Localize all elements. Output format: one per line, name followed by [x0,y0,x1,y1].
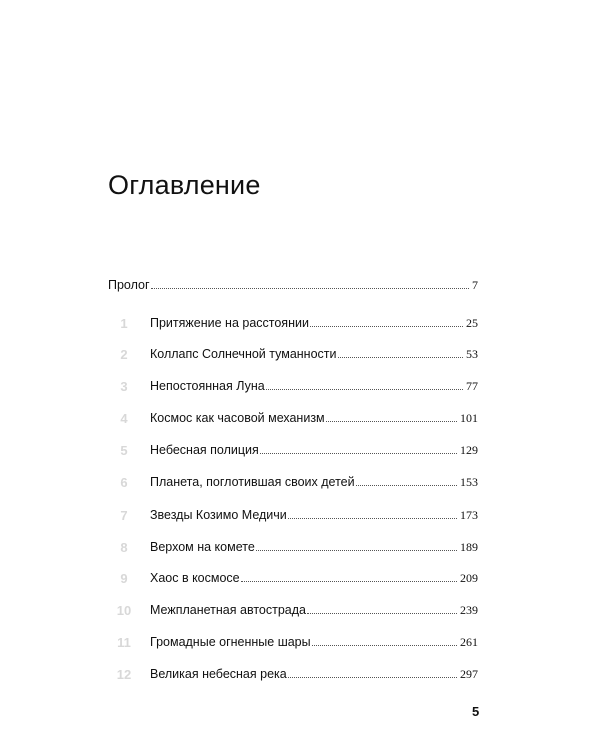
chapter-number: 7 [120,508,128,523]
toc-entry-title: Звезды Козимо Медичи [150,508,287,522]
chapter-number: 12 [116,667,132,682]
toc-entry-page: 129 [460,443,478,457]
toc-entry-prolog[interactable] [108,278,478,298]
chapter-number: 6 [120,475,128,490]
toc-entry-title: Громадные огненные шары [150,635,311,649]
toc-entry[interactable] [108,411,478,431]
toc-entry-page: 189 [460,540,478,554]
toc-entry[interactable] [108,316,478,336]
toc-entry-page: 25 [466,316,478,330]
chapter-number: 2 [120,347,128,362]
toc-entry-page: 297 [460,667,478,681]
toc-entry[interactable] [108,603,478,623]
leader-dots [338,356,464,358]
toc-entry-page: 53 [466,347,478,361]
toc-entry-page: 209 [460,571,478,585]
toc-entry-title: Межпланетная автострада [150,603,306,617]
chapter-number: 1 [120,316,128,331]
page-title: Оглавление [108,170,261,200]
toc-entry-page: 261 [460,635,478,649]
toc-entry-page: 101 [460,411,478,425]
toc-entry[interactable] [108,379,478,399]
chapter-number: 9 [120,571,128,586]
toc-entry-title: Хаос в космосе [150,571,240,585]
chapter-number: 3 [120,379,128,394]
leader-dots [288,517,457,519]
leader-dots [288,676,457,678]
toc-entry[interactable] [108,508,478,528]
toc-entry-title: Непостоянная Луна [150,379,265,393]
table-of-contents [108,0,478,750]
toc-entry-title: Верхом на комете [150,540,255,554]
leader-dots [241,580,457,582]
leader-dots [151,287,469,289]
toc-entry[interactable] [108,475,478,495]
leader-dots [310,325,463,327]
leader-dots [356,484,457,486]
toc-entry-page: 239 [460,603,478,617]
toc-entry[interactable] [108,347,478,367]
page-number: 5 [472,704,480,719]
toc-entry[interactable] [108,571,478,591]
chapter-number: 10 [116,603,132,618]
toc-entry-title: Великая небесная река [150,667,287,681]
toc-entry-page: 7 [472,278,478,292]
leader-dots [326,420,457,422]
leader-dots [260,452,457,454]
toc-entry[interactable] [108,540,478,560]
toc-entry[interactable] [108,635,478,655]
toc-entry-page: 77 [466,379,478,393]
toc-entry-title: Коллапс Солнечной туманности [150,347,337,361]
toc-entry-page: 173 [460,508,478,522]
toc-entry-page: 153 [460,475,478,489]
leader-dots [307,612,457,614]
toc-entry-title: Космос как часовой механизм [150,411,325,425]
toc-entry[interactable] [108,443,478,463]
leader-dots [312,644,457,646]
leader-dots [266,388,463,390]
chapter-number: 8 [120,540,128,555]
toc-entry-title: Пролог [108,278,150,292]
toc-entry[interactable] [108,667,478,687]
chapter-number: 4 [120,411,128,426]
toc-entry-title: Притяжение на расстоянии [150,316,309,330]
leader-dots [256,549,457,551]
toc-entry-title: Небесная полиция [150,443,259,457]
chapter-number: 5 [120,443,128,458]
chapter-number: 11 [117,635,131,650]
toc-entry-title: Планета, поглотившая своих детей [150,475,355,489]
